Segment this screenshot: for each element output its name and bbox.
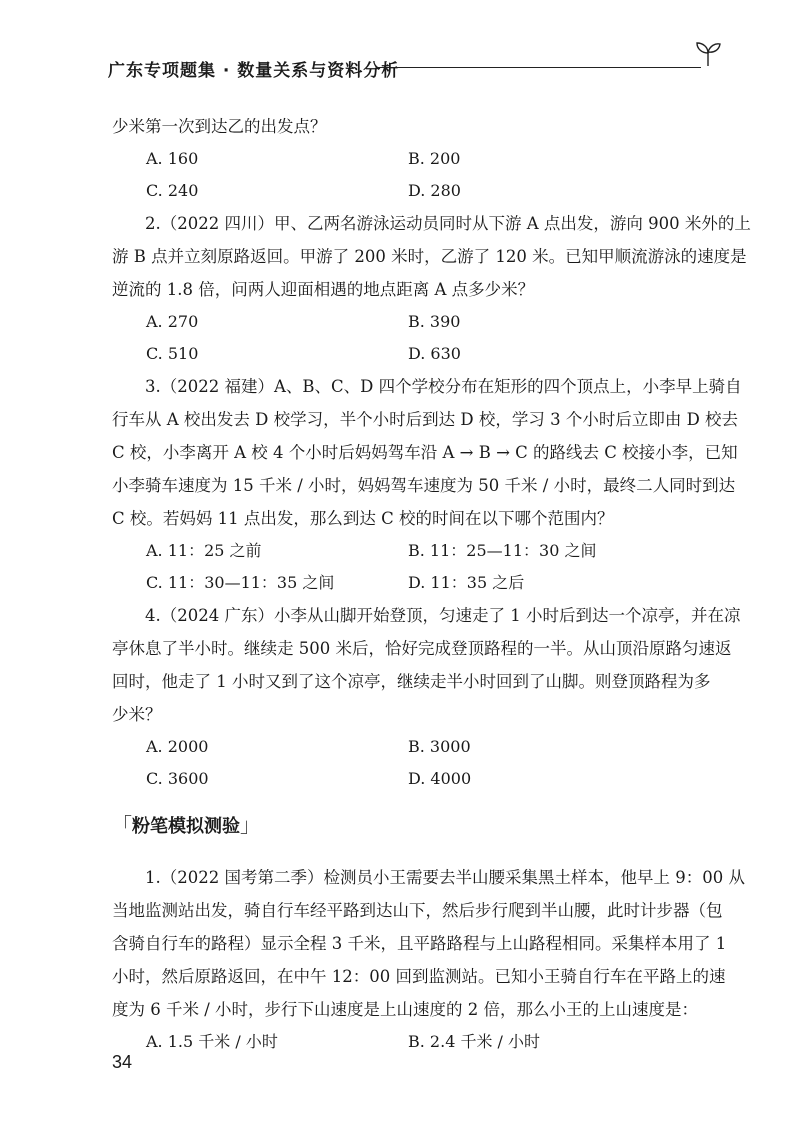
question-stem-line: C 校，小李离开 A 校 4 个小时后妈妈驾车沿 A → B → C 的路线去 C 校接小李，已知: [112, 443, 738, 462]
options-row: [112, 1026, 692, 1058]
sprout-icon: [694, 40, 722, 66]
question-stem-line: 含骑自行车的路程）显示全程 3 千米，且平路路程与上山路程相同。采集样本用了 1: [112, 934, 727, 953]
question-stem-line: 当地监测站出发，骑自行车经平路到达山下，然后步行爬到半山腰，此时计步器（包: [112, 901, 723, 920]
answer-option: D. 630: [408, 344, 461, 363]
section-bracket-close: 」: [240, 813, 260, 837]
question-stem-line: 少米？: [112, 705, 162, 724]
running-header-title: 广东专项题集 · 数量关系与资料分析: [108, 61, 400, 81]
answer-option: A. 270: [146, 312, 199, 331]
answer-option: B. 200: [408, 149, 461, 168]
question-list: [112, 110, 751, 795]
question: [112, 110, 692, 207]
answer-option: C. 3600: [146, 769, 209, 788]
question-stem-first-line: 1.（2022 国考第二季）检测员小王需要去半山腰采集黑土样本，他早上 9：00 从: [145, 868, 745, 887]
question: [112, 861, 745, 1058]
question: [112, 599, 741, 795]
options-row: [112, 763, 692, 795]
question-stem-line: 逆流的 1.8 倍，问两人迎面相遇的地点距离 A 点多少米？: [112, 280, 535, 299]
question-stem-first-line: 3.（2022 福建）A、B、C、D 四个学校分布在矩形的四个顶点上，小李早上骑自: [145, 377, 742, 396]
answer-option: C. 510: [146, 344, 199, 363]
question-stem-first-line: 少米第一次到达乙的出发点？: [112, 117, 327, 136]
answer-option: D. 4000: [408, 769, 472, 788]
question-stem-first-line: 4.（2024 广东）小李从山脚开始登顶，匀速走了 1 小时后到达一个凉亭，并在凉: [145, 606, 741, 625]
options-row: [112, 143, 692, 175]
answer-option: A. 11：25 之前: [146, 541, 262, 560]
page-content: [112, 110, 751, 1058]
answer-option: A. 1.5 千米 / 小时: [146, 1032, 278, 1051]
question-stem-line: 度为 6 千米 / 小时，步行下山速度是上山速度的 2 倍，那么小王的上山速度是：: [112, 1000, 699, 1019]
options-row: [112, 535, 692, 567]
page-number: 34: [112, 1052, 133, 1072]
options-row: [112, 567, 692, 599]
answer-option: A. 160: [146, 149, 199, 168]
question-stem-line: 小李骑车速度为 15 千米 / 小时，妈妈驾车速度为 50 千米 / 小时，最终二人同时到达: [112, 476, 736, 495]
section-bracket-open: 「: [112, 813, 132, 837]
question-stem-line: 亭休息了半小时。继续走 500 米后，恰好完成登顶路程的一半。从山顶沿原路匀速返: [112, 639, 732, 658]
section-heading: [112, 807, 692, 843]
options-row: [112, 175, 692, 207]
answer-option: C. 240: [146, 181, 199, 200]
question-stem-line: C 校。若妈妈 11 点出发，那么到达 C 校的时间在以下哪个范围内？: [112, 509, 614, 528]
answer-option: C. 11：30—11：35 之间: [146, 573, 335, 592]
answer-option: D. 280: [408, 181, 461, 200]
options-row: [112, 306, 692, 338]
question-stem-line: 行车从 A 校出发去 D 校学习，半个小时后到达 D 校，学习 3 个小时后立即由 D 校去: [112, 410, 739, 429]
section-question-list: [112, 861, 745, 1058]
answer-option: B. 390: [408, 312, 461, 331]
answer-option: B. 3000: [408, 737, 471, 756]
running-header: [108, 48, 720, 82]
answer-option: B. 11：25—11：30 之间: [408, 541, 597, 560]
question-stem-line: 小时，然后原路返回，在中午 12：00 回到监测站。已知小王骑自行车在平路上的速: [112, 967, 726, 986]
section-title: 粉笔模拟测验: [132, 816, 240, 837]
question-stem-line: 回时，他走了 1 小时又到了这个凉亭，继续走半小时回到了山脚。则登顶路程为多: [112, 672, 711, 691]
question: [112, 370, 742, 599]
header-rule: [376, 67, 701, 68]
question: [112, 207, 751, 370]
options-row: [112, 731, 692, 763]
answer-option: B. 2.4 千米 / 小时: [408, 1032, 541, 1051]
options-row: [112, 338, 692, 370]
question-stem-line: 游 B 点并立刻原路返回。甲游了 200 米时，乙游了 120 米。已知甲顺流游泳的速度是: [112, 247, 747, 266]
answer-option: A. 2000: [146, 737, 209, 756]
answer-option: D. 11：35 之后: [408, 573, 525, 592]
question-stem-first-line: 2.（2022 四川）甲、乙两名游泳运动员同时从下游 A 点出发，游向 900 米外的上: [145, 214, 751, 233]
